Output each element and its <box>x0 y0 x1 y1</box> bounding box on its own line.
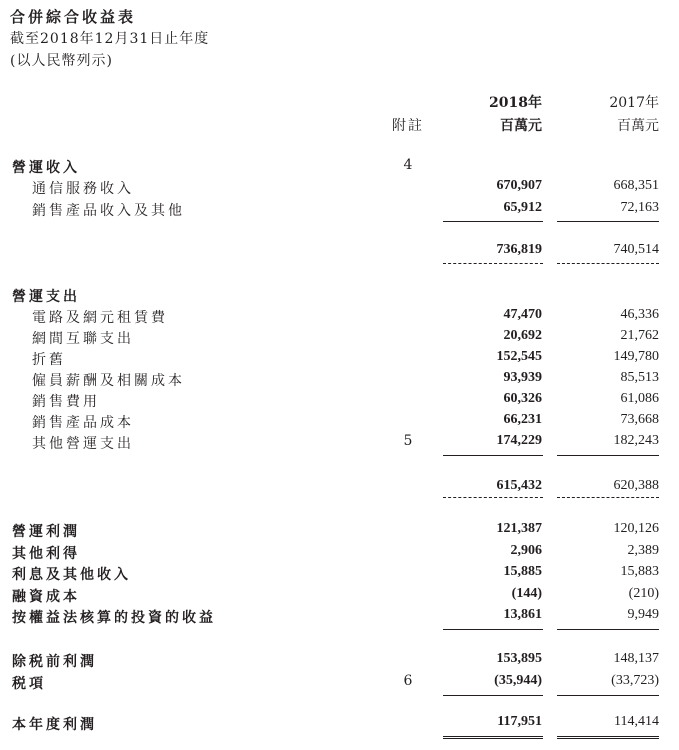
expense-item-label: 僱員薪酬及相關成本 <box>32 373 185 389</box>
rule <box>557 736 659 739</box>
expense-item-2018: 60,326 <box>503 391 542 406</box>
rule <box>443 629 543 630</box>
result-2017: 9,949 <box>627 607 659 622</box>
expense-item-2018: 47,470 <box>503 307 542 322</box>
expense-item-2017: 85,513 <box>620 370 659 385</box>
tax-label: 税項 <box>12 676 46 692</box>
col-2017-year: 2017年 <box>609 95 659 111</box>
expense-item-2017: 61,086 <box>620 391 659 406</box>
revenue-item-2018: 670,907 <box>496 178 542 193</box>
result-2018: (144) <box>511 586 542 601</box>
expenses-total-2017: 620,388 <box>613 478 659 493</box>
expense-item-2017: 149,780 <box>613 349 659 364</box>
result-label: 利息及其他收入 <box>12 567 131 583</box>
expense-item-label: 電路及網元租賃費 <box>32 310 168 326</box>
pretax-2017: 148,137 <box>613 651 659 666</box>
page-title: 合併綜合收益表 <box>10 8 137 26</box>
rule <box>557 263 659 264</box>
revenue-item-label: 通信服務收入 <box>32 181 134 197</box>
result-2017: 2,389 <box>627 543 659 558</box>
expense-item-label: 網間互聯支出 <box>32 331 134 347</box>
tax-note: 6 <box>403 673 413 689</box>
expense-item-label: 銷售費用 <box>32 394 100 410</box>
expense-item-2018: 152,545 <box>496 349 542 364</box>
expense-item-label: 其他營運支出 <box>32 436 134 452</box>
result-label: 營運利潤 <box>12 524 80 540</box>
result-2018: 121,387 <box>496 521 542 536</box>
expense-item-2017: 46,336 <box>620 307 659 322</box>
rule <box>443 497 543 498</box>
expense-item-2018: 20,692 <box>503 328 542 343</box>
rule <box>557 221 659 222</box>
net-profit-2017: 114,414 <box>614 714 659 729</box>
rule <box>557 497 659 498</box>
rule <box>443 221 543 222</box>
net-profit-2018: 117,951 <box>497 714 542 729</box>
col-2018-year: 2018年 <box>489 95 542 111</box>
col-note-label: 附註 <box>392 118 424 134</box>
revenue-item-2017: 72,163 <box>620 200 659 215</box>
expenses-total-2018: 615,432 <box>496 478 542 493</box>
rule <box>557 455 659 456</box>
rule <box>443 695 543 696</box>
col-2017-unit: 百萬元 <box>617 118 659 134</box>
col-2018-unit: 百萬元 <box>500 118 542 134</box>
revenue-item-label: 銷售產品收入及其他 <box>32 203 185 219</box>
result-2017: 120,126 <box>613 521 659 536</box>
pretax-label: 除税前利潤 <box>12 654 97 670</box>
tax-2017: (33,723) <box>611 673 659 688</box>
expense-item-2018: 174,229 <box>496 433 542 448</box>
result-label: 按權益法核算的投資的收益 <box>12 610 216 626</box>
result-label: 其他利得 <box>12 546 80 562</box>
expense-item-2017: 21,762 <box>620 328 659 343</box>
net-profit-label: 本年度利潤 <box>12 717 97 733</box>
result-label: 融資成本 <box>12 589 80 605</box>
revenue-total-2017: 740,514 <box>613 242 659 257</box>
revenue-note: 4 <box>403 157 413 173</box>
period-subtitle: 截至2018年12月31日止年度 <box>10 31 210 47</box>
expense-item-note: 5 <box>403 433 413 449</box>
currency-subtitle: (以人民幣列示) <box>10 53 113 69</box>
rule <box>443 455 543 456</box>
rule <box>443 263 543 264</box>
expense-item-2018: 66,231 <box>503 412 542 427</box>
pretax-2018: 153,895 <box>496 651 542 666</box>
rule <box>557 695 659 696</box>
revenue-total-2018: 736,819 <box>496 242 542 257</box>
tax-2018: (35,944) <box>494 673 542 688</box>
revenue-item-2017: 668,351 <box>613 178 659 193</box>
rule <box>557 629 659 630</box>
result-2018: 15,885 <box>503 564 542 579</box>
result-2018: 13,861 <box>503 607 542 622</box>
revenue-heading: 營運收入 <box>12 160 80 176</box>
rule <box>443 736 543 739</box>
expense-item-2018: 93,939 <box>503 370 542 385</box>
expense-item-label: 折舊 <box>32 352 66 368</box>
result-2017: (210) <box>628 586 659 601</box>
result-2018: 2,906 <box>510 543 542 558</box>
expenses-heading: 營運支出 <box>12 289 80 305</box>
result-2017: 15,883 <box>620 564 659 579</box>
expense-item-2017: 73,668 <box>620 412 659 427</box>
expense-item-label: 銷售產品成本 <box>32 415 134 431</box>
expense-item-2017: 182,243 <box>613 433 659 448</box>
revenue-item-2018: 65,912 <box>503 200 542 215</box>
